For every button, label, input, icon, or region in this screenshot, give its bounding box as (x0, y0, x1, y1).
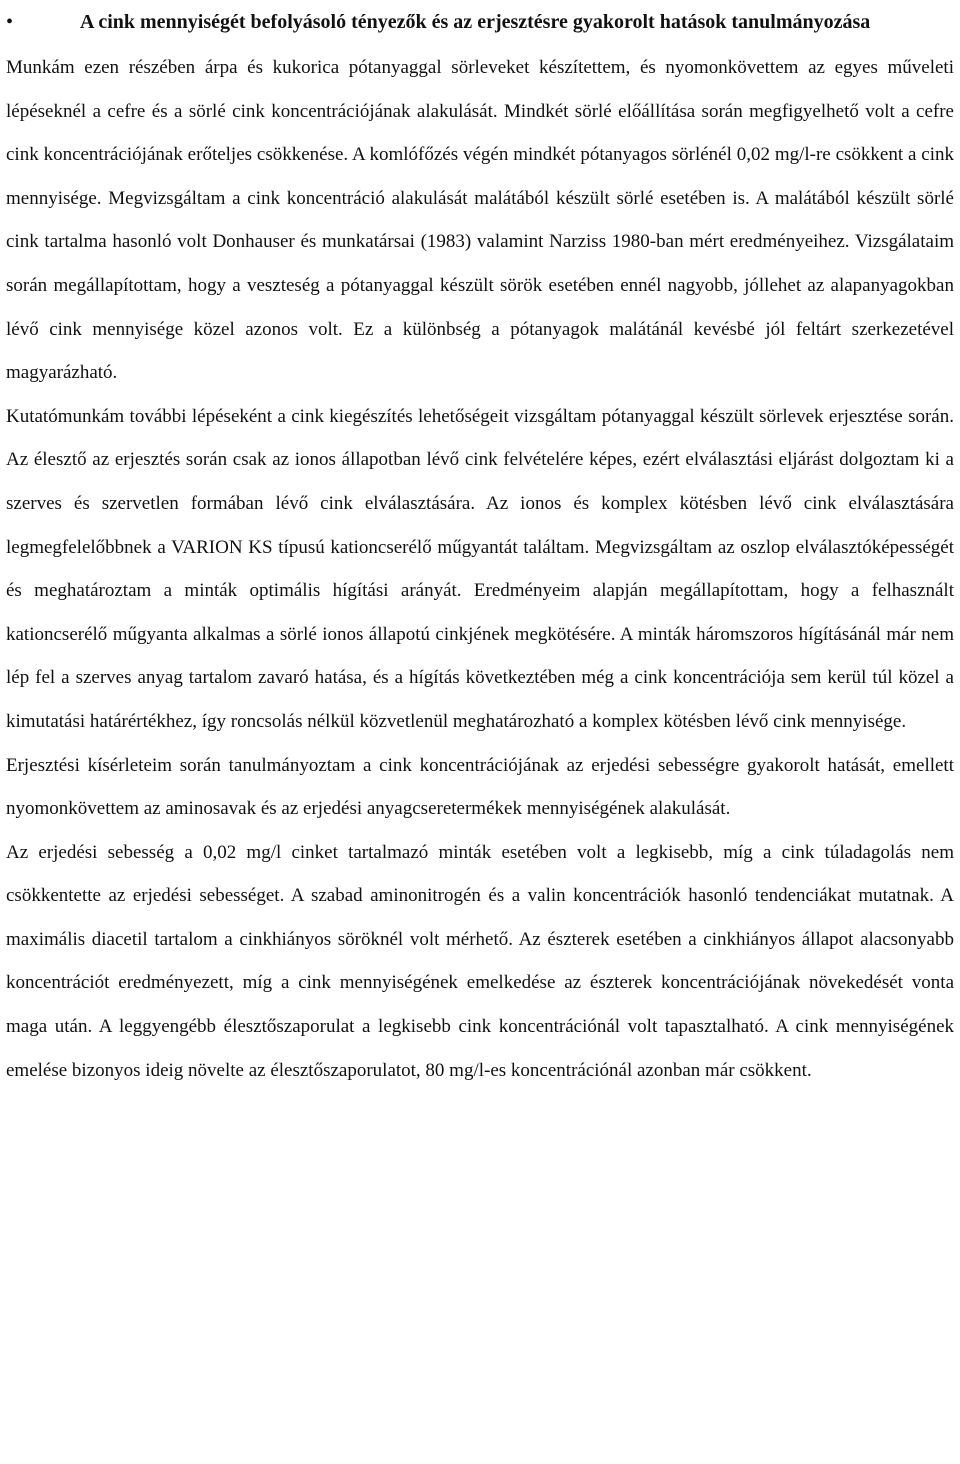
paragraph: Erjesztési kísérleteim során tanulmányoztam a cink koncentrációjának az erjedési sebességre gyakorolt hatását, emellett nyomonkövettem az aminosavak és az erjedési anyagcseretermékek mennyiségének alakulását. (6, 754, 954, 820)
paragraph: Munkám ezen részében árpa és kukorica pótanyaggal sörleveket készítettem, és nyomonkövettem az egyes műveleti lépéseknél a cefre és a sörlé cink koncentrációjának alakulását. Mindkét sörlé előállítása során megfigyelhető volt a cefre cink koncentrációjának erőteljes csökkenése. A komlófőzés végén mindkét pótanyagos sörlénél 0,02 mg/l-re csökkent a cink mennyisége. Megvizsgáltam a cink koncentráció alakulását malátából készült sörlé esetében is. A malátából készült sörlé cink tartalma hasonló volt Donhauser és munkatársai (1983) valamint Narziss 1980-ban mért eredményeihez. Vizsgálataim során megállapítottam, hogy a veszteség a pótanyaggal készült sörök esetében ennél nagyobb, jóllehet az alapanyagokban lévő cink mennyisége közel azonos volt. Ez a különbség a pótanyagok malátánál kevésbé jól feltárt szerkezetével magyarázható. (6, 57, 954, 384)
section-heading (6, 2, 954, 42)
section-heading-text: A cink mennyiségét befolyásoló tényezők és az erjesztésre gyakorolt hatások tanulmányozása (80, 11, 871, 33)
paragraph: Az erjedési sebesség a 0,02 mg/l cinket tartalmazó minták esetében volt a legkisebb, míg a cink túladagolás nem csökkentette az erjedési sebességet. A szabad aminonitrogén és a valin koncentrációk hasonló tendenciákat mutatnak. A maximális diacetil tartalom a cinkhiányos söröknél volt mérhető. Az észterek esetében a cinkhiányos állapot alacsonyabb koncentrációt eredményezett, míg a cink mennyiségének emelkedése az észterek koncentrációjának növekedését vonta maga után. A leggyengébb élesztőszaporulat a legkisebb cink koncentrációnál volt tapasztalható. A cink mennyiségének emelése bizonyos ideig növelte az élesztőszaporulatot, 80 mg/l-es koncentrációnál azonban már csökkent. (6, 841, 954, 1081)
paragraph: Kutatómunkám további lépéseként a cink kiegészítés lehetőségeit vizsgáltam pótanyaggal készült sörlevek erjesztése során. Az élesztő az erjesztés során csak az ionos állapotban lévő cink felvételére képes, ezért elválasztási eljárást dolgoztam ki a szerves és szervetlen formában lévő cink elválasztására. Az ionos és komplex kötésben lévő cink elválasztására legmegfelelőbbnek a VARION KS típusú kationcserélő műgyantát találtam. Megvizsgáltam az oszlop elválasztóképességét és meghatároztam a minták optimális hígítási arányát. Eredményeim alapján megállapítottam, hogy a felhasznált kationcserélő műgyanta alkalmas a sörlé ionos állapotú cinkjének megkötésére. A minták háromszoros hígításánál már nem lép fel a szerves anyag tartalom zavaró hatása, és a hígítás következtében még a cink koncentrációja sem kerül túl közel a kimutatási határértékhez, így roncsolás nélkül közvetlenül meghatározható a komplex kötésben lévő cink mennyisége. (6, 405, 954, 732)
bullet-marker: • (6, 11, 14, 33)
